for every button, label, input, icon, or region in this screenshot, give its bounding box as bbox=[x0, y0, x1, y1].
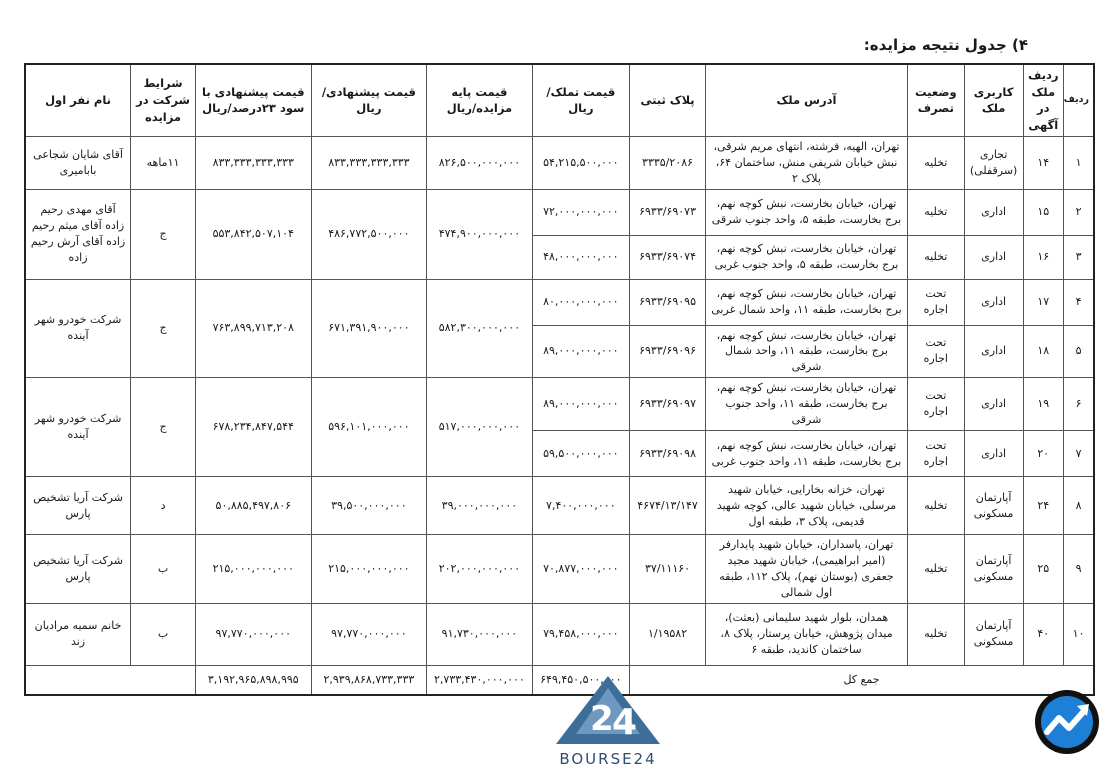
status-cell: تخلیه bbox=[907, 477, 964, 535]
ownership-price-cell: ۵۹,۵۰۰,۰۰۰,۰۰۰ bbox=[532, 431, 629, 477]
totals-label: جمع کل bbox=[630, 665, 1094, 695]
header-conditions: شرایط شرکت در مزایده bbox=[131, 64, 196, 136]
table-row bbox=[25, 535, 1094, 604]
ad-row-number: ۱۶ bbox=[1023, 235, 1064, 279]
status-cell: تخلیه bbox=[907, 603, 964, 665]
page-title: ۴) جدول نتیجه مزایده: bbox=[863, 36, 1028, 54]
conditions-cell: ج bbox=[131, 189, 196, 279]
logo-text: BOURSE24 bbox=[559, 750, 657, 768]
ownership-price-cell: ۷,۴۰۰,۰۰۰,۰۰۰ bbox=[532, 477, 629, 535]
usage-cell: تجاری (سرقفلی) bbox=[964, 136, 1023, 189]
logo-number: 4 bbox=[612, 702, 638, 743]
usage-cell: آپارتمان مسکونی bbox=[964, 603, 1023, 665]
ad-row-number: ۱۵ bbox=[1023, 189, 1064, 235]
ad-row-number: ۴۰ bbox=[1023, 603, 1064, 665]
first-bidder-cell: شرکت خودرو شهر آینده bbox=[25, 279, 131, 378]
status-cell: تحت اجاره bbox=[907, 279, 964, 325]
offer-price-cell: ۳۹,۵۰۰,۰۰۰,۰۰۰ bbox=[311, 477, 427, 535]
offer-with-profit-cell: ۸۳۳,۳۳۳,۳۳۳,۳۳۳ bbox=[195, 136, 311, 189]
table-row bbox=[25, 189, 1094, 235]
offer-with-profit-cell: ۹۷,۷۷۰,۰۰۰,۰۰۰ bbox=[195, 603, 311, 665]
offer-with-profit-cell: ۵۰,۸۸۵,۴۹۷,۸۰۶ bbox=[195, 477, 311, 535]
ad-row-number: ۲۵ bbox=[1023, 535, 1064, 604]
conditions-cell: ج bbox=[131, 279, 196, 378]
header-ownership-price: قیمت تملک/ریال bbox=[532, 64, 629, 136]
base-price-cell: ۹۱,۷۳۰,۰۰۰,۰۰۰ bbox=[427, 603, 532, 665]
ad-row-number: ۲۴ bbox=[1023, 477, 1064, 535]
row-number: ۸ bbox=[1064, 477, 1094, 535]
usage-cell: اداری bbox=[964, 189, 1023, 235]
plate-cell: ۳۳۳۵/۲۰۸۶ bbox=[630, 136, 706, 189]
usage-cell: اداری bbox=[964, 279, 1023, 325]
base-price-cell: ۳۹,۰۰۰,۰۰۰,۰۰۰ bbox=[427, 477, 532, 535]
first-bidder-cell: خانم سمیه مرادیان زند bbox=[25, 603, 131, 665]
status-cell: تحت اجاره bbox=[907, 325, 964, 378]
plate-cell: ۶۹۳۳/۶۹۰۷۳ bbox=[630, 189, 706, 235]
ad-row-number: ۱۷ bbox=[1023, 279, 1064, 325]
offer-price-cell: ۸۳۳,۳۳۳,۳۳۳,۳۳۳ bbox=[311, 136, 427, 189]
offer-price-cell: ۶۷۱,۳۹۱,۹۰۰,۰۰۰ bbox=[311, 279, 427, 378]
status-cell: تحت اجاره bbox=[907, 378, 964, 431]
row-number: ۲ bbox=[1064, 189, 1094, 235]
plate-cell: ۶۹۳۳/۶۹۰۹۷ bbox=[630, 378, 706, 431]
ownership-price-cell: ۷۹,۴۵۸,۰۰۰,۰۰۰ bbox=[532, 603, 629, 665]
plate-cell: ۳۷/۱۱۱۶۰ bbox=[630, 535, 706, 604]
offer-with-profit-cell: ۵۵۳,۸۴۲,۵۰۷,۱۰۴ bbox=[195, 189, 311, 279]
ownership-price-cell: ۷۲,۰۰۰,۰۰۰,۰۰۰ bbox=[532, 189, 629, 235]
offer-with-profit-cell: ۲۱۵,۰۰۰,۰۰۰,۰۰۰ bbox=[195, 535, 311, 604]
auction-results-table bbox=[24, 63, 1095, 696]
address-cell: همدان، بلوار شهید سلیمانی (بعثت)، میدان پژوهش، خیابان پرستار، پلاک ۸، ساختمان کاندید، طبقه ۶ bbox=[706, 603, 908, 665]
status-cell: تخلیه bbox=[907, 189, 964, 235]
ownership-price-cell: ۸۹,۰۰۰,۰۰۰,۰۰۰ bbox=[532, 378, 629, 431]
table-header-row bbox=[25, 64, 1094, 136]
ownership-price-cell: ۸۹,۰۰۰,۰۰۰,۰۰۰ bbox=[532, 325, 629, 378]
conditions-cell: د bbox=[131, 477, 196, 535]
logo-number: 2 bbox=[590, 699, 614, 739]
header-plate: پلاک ثبتی bbox=[630, 64, 706, 136]
bourse24-logo bbox=[538, 672, 678, 772]
plate-cell: ۴۶۷۴/۱۳/۱۴۷ bbox=[630, 477, 706, 535]
table-row bbox=[25, 279, 1094, 325]
status-cell: تحت اجاره bbox=[907, 431, 964, 477]
row-number: ۱ bbox=[1064, 136, 1094, 189]
conditions-cell: ۱۱ماهه bbox=[131, 136, 196, 189]
table-row bbox=[25, 378, 1094, 431]
offer-price-cell: ۵۹۶,۱۰۱,۰۰۰,۰۰۰ bbox=[311, 378, 427, 477]
address-cell: تهران، خیابان بخارست، نبش کوچه نهم، برج بخارست، طبقه ۱۱، واحد شمال غربی bbox=[706, 279, 908, 325]
header-row: ردیف bbox=[1064, 64, 1094, 136]
row-number: ۴ bbox=[1064, 279, 1094, 325]
total-offer-price: ۲,۹۳۹,۸۶۸,۷۳۳,۳۳۳ bbox=[311, 665, 427, 695]
offer-with-profit-cell: ۷۶۳,۸۹۹,۷۱۳,۲۰۸ bbox=[195, 279, 311, 378]
table-row bbox=[25, 603, 1094, 665]
base-price-cell: ۵۱۷,۰۰۰,۰۰۰,۰۰۰ bbox=[427, 378, 532, 477]
ad-row-number: ۱۸ bbox=[1023, 325, 1064, 378]
ownership-price-cell: ۴۸,۰۰۰,۰۰۰,۰۰۰ bbox=[532, 235, 629, 279]
address-cell: تهران، خیابان بخارست، نبش کوچه نهم، برج بخارست، طبقه ۵، واحد جنوب غربی bbox=[706, 235, 908, 279]
base-price-cell: ۴۷۴,۹۰۰,۰۰۰,۰۰۰ bbox=[427, 189, 532, 279]
header-first-bidder: نام نفر اول bbox=[25, 64, 131, 136]
offer-price-cell: ۹۷,۷۷۰,۰۰۰,۰۰۰ bbox=[311, 603, 427, 665]
header-base-price: قیمت پایه مزایده/ریال bbox=[427, 64, 532, 136]
address-cell: تهران، خیابان بخارست، نبش کوچه نهم، برج بخارست، طبقه ۱۱، واحد جنوب غربی bbox=[706, 431, 908, 477]
ad-row-number: ۲۰ bbox=[1023, 431, 1064, 477]
usage-cell: اداری bbox=[964, 325, 1023, 378]
address-cell: تهران، خیابان بخارست، نبش کوچه نهم، برج بخارست، طبقه ۱۱، واحد شمال شرقی bbox=[706, 325, 908, 378]
first-bidder-cell: آقای شایان شجاعی بابامیری bbox=[25, 136, 131, 189]
row-number: ۱۰ bbox=[1064, 603, 1094, 665]
ad-row-number: ۱۴ bbox=[1023, 136, 1064, 189]
table-row bbox=[25, 477, 1094, 535]
row-number: ۵ bbox=[1064, 325, 1094, 378]
row-number: ۶ bbox=[1064, 378, 1094, 431]
plate-cell: ۶۹۳۳/۶۹۰۹۸ bbox=[630, 431, 706, 477]
address-cell: تهران، خیابان بخارست، نبش کوچه نهم، برج بخارست، طبقه ۱۱، واحد جنوب شرقی bbox=[706, 378, 908, 431]
base-price-cell: ۵۸۲,۳۰۰,۰۰۰,۰۰۰ bbox=[427, 279, 532, 378]
base-price-cell: ۸۲۶,۵۰۰,۰۰۰,۰۰۰ bbox=[427, 136, 532, 189]
row-number: ۹ bbox=[1064, 535, 1094, 604]
usage-cell: آپارتمان مسکونی bbox=[964, 477, 1023, 535]
plate-cell: ۶۹۳۳/۶۹۰۹۵ bbox=[630, 279, 706, 325]
first-bidder-cell: شرکت آریا تشخیص پارس bbox=[25, 477, 131, 535]
conditions-cell: ب bbox=[131, 603, 196, 665]
address-cell: تهران، خزانه بخارایی، خیابان شهید مرسلی، خیابان شهید عالی، کوچه شهید قدیمی، پلاک ۳، طبقه اول bbox=[706, 477, 908, 535]
header-usage: کاربری ملک bbox=[964, 64, 1023, 136]
table-row bbox=[25, 136, 1094, 189]
base-price-cell: ۲۰۲,۰۰۰,۰۰۰,۰۰۰ bbox=[427, 535, 532, 604]
plate-cell: ۶۹۳۳/۶۹۰۷۴ bbox=[630, 235, 706, 279]
conditions-cell: ب bbox=[131, 535, 196, 604]
total-base-price: ۲,۷۳۳,۴۳۰,۰۰۰,۰۰۰ bbox=[427, 665, 532, 695]
header-address: آدرس ملک bbox=[706, 64, 908, 136]
ownership-price-cell: ۸۰,۰۰۰,۰۰۰,۰۰۰ bbox=[532, 279, 629, 325]
total-ownership-price: ۶۴۹,۴۵۰,۵۰۰,۰۰۰ bbox=[532, 665, 629, 695]
row-number: ۳ bbox=[1064, 235, 1094, 279]
ad-row-number: ۱۹ bbox=[1023, 378, 1064, 431]
offer-price-cell: ۴۸۶,۷۷۲,۵۰۰,۰۰۰ bbox=[311, 189, 427, 279]
usage-cell: اداری bbox=[964, 431, 1023, 477]
ownership-price-cell: ۷۰,۸۷۷,۰۰۰,۰۰۰ bbox=[532, 535, 629, 604]
address-cell: تهران، الهیه، فرشته، انتهای مریم شرقی، نبش خیابان شریفی منش، ساختمان ۶۴، پلاک ۲ bbox=[706, 136, 908, 189]
address-cell: تهران، خیابان بخارست، نبش کوچه نهم، برج بخارست، طبقه ۵، واحد جنوب شرقی bbox=[706, 189, 908, 235]
header-ad-row: ردیف ملک در آگهی bbox=[1023, 64, 1064, 136]
plate-cell: ۱/۱۹۵۸۲ bbox=[630, 603, 706, 665]
offer-with-profit-cell: ۶۷۸,۲۳۴,۸۴۷,۵۴۴ bbox=[195, 378, 311, 477]
header-status: وضعیت تصرف bbox=[907, 64, 964, 136]
ownership-price-cell: ۵۴,۲۱۵,۵۰۰,۰۰۰ bbox=[532, 136, 629, 189]
header-offer-with-profit: قیمت پیشنهادی با سود ۲۳درصد/ریال bbox=[195, 64, 311, 136]
first-bidder-cell: آقای مهدی رحیم زاده آقای میثم رحیم زاده آقای آرش رحیم زاده bbox=[25, 189, 131, 279]
status-cell: تخلیه bbox=[907, 235, 964, 279]
totals-empty-cell bbox=[25, 665, 195, 695]
first-bidder-cell: شرکت خودرو شهر آینده bbox=[25, 378, 131, 477]
status-cell: تخلیه bbox=[907, 136, 964, 189]
usage-cell: آپارتمان مسکونی bbox=[964, 535, 1023, 604]
usage-cell: اداری bbox=[964, 235, 1023, 279]
header-offer-price: قیمت پیشنهادی/ریال bbox=[311, 64, 427, 136]
status-cell: تخلیه bbox=[907, 535, 964, 604]
usage-cell: اداری bbox=[964, 378, 1023, 431]
offer-price-cell: ۲۱۵,۰۰۰,۰۰۰,۰۰۰ bbox=[311, 535, 427, 604]
address-cell: تهران، پاسداران، خیابان شهید پایدارفر (امیر ابراهیمی)، خیابان شهید مجید جعفری (بوستان نهم)، پلاک ۱۱۲، طبقه اول شمالی bbox=[706, 535, 908, 604]
row-number: ۷ bbox=[1064, 431, 1094, 477]
plate-cell: ۶۹۳۳/۶۹۰۹۶ bbox=[630, 325, 706, 378]
total-offer-with-profit: ۳,۱۹۲,۹۶۵,۸۹۸,۹۹۵ bbox=[195, 665, 311, 695]
chart-arrow-icon bbox=[1033, 688, 1101, 756]
first-bidder-cell: شرکت آریا تشخیص پارس bbox=[25, 535, 131, 604]
conditions-cell: ج bbox=[131, 378, 196, 477]
